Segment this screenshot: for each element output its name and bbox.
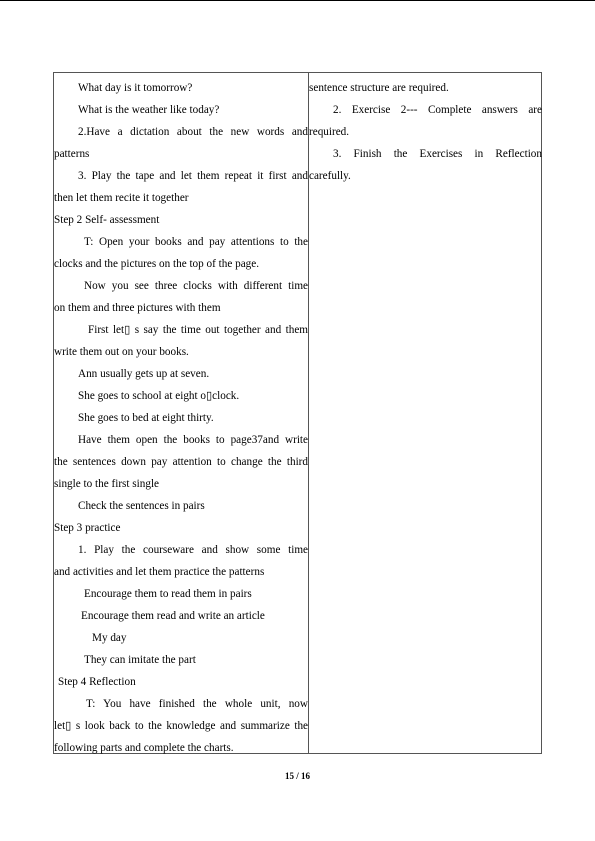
page-number: 15 / 16 [284,771,310,781]
text-line: What is the weather like today? [78,104,220,116]
step-heading: Step 2 Self- assessment [54,214,160,226]
text-line: 3. Finish the Exercises in Reflection [333,148,542,160]
text-line: let▯ s look back to the knowledge and summarize the [54,720,308,732]
text-line: clocks and the pictures on the top of the page. [54,258,260,270]
text-line: following parts and complete the charts. [54,742,234,754]
text-line: T: Open your books and pay attentions to the [84,236,308,248]
text-line: write them out on your books. [54,346,189,358]
text-line: Encourage them to read them in pairs [84,588,252,600]
text-line: the sentences down pay attention to change the third [54,456,308,468]
text-line: 1. Play the courseware and show some time [78,544,308,556]
text-line: 3. Play the tape and let them repeat it first and [78,170,308,182]
text-line: She goes to school at eight o▯clock. [78,390,240,402]
text-line: single to the first single [54,478,160,490]
text-line: 2. Exercise 2--- Complete answers are [333,104,542,116]
text-line: required. [309,126,350,138]
text-line: and activities and let them practice the patterns [54,566,265,578]
text-line: sentence structure are required. [309,82,449,94]
text-line: Now you see three clocks with different time [84,280,308,292]
text-line: Have them open the books to page37and write [78,434,308,446]
text-line: What day is it tomorrow? [78,82,193,94]
text-line: Encourage them read and write an article [81,610,265,622]
header-rule [0,0,595,1]
text-line: They can imitate the part [84,654,196,666]
lesson-table [53,72,542,754]
text-line: 2.Have a dictation about the new words and [78,126,308,138]
text-line: patterns [54,148,90,160]
text-line: First let▯ s say the time out together and them [88,324,308,336]
text-line: then let them recite it together [54,192,189,204]
text-line: Check the sentences in pairs [78,500,205,512]
left-column-cell [54,77,308,759]
text-line: Ann usually gets up at seven. [78,368,210,380]
text-line: She goes to bed at eight thirty. [78,412,214,424]
step-heading: Step 4 Reflection [58,676,136,688]
step-heading: Step 3 practice [54,522,121,534]
text-line: on them and three pictures with them [54,302,221,314]
right-column-cell [309,77,542,187]
text-line: carefully. [309,170,351,182]
text-line: My day [92,632,127,644]
text-line: T: You have finished the whole unit, now [86,698,308,710]
